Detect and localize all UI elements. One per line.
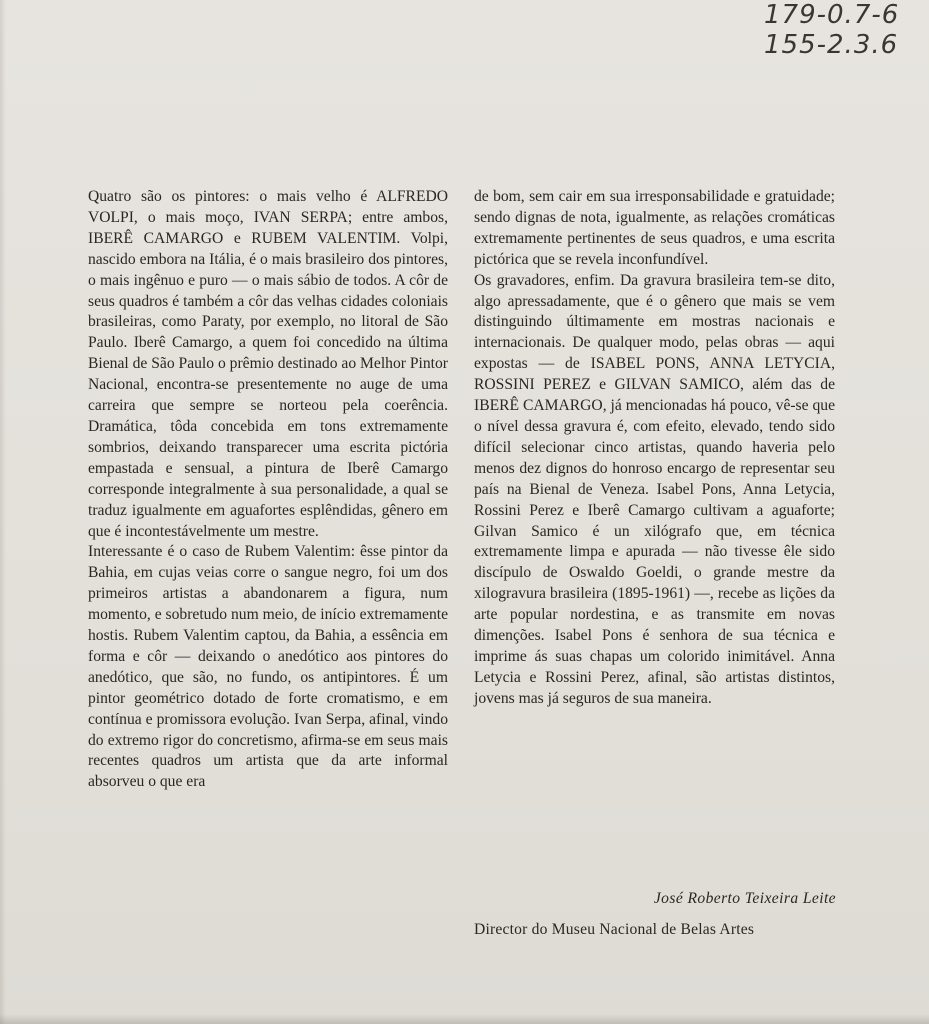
paragraph-rubem-valentim: Interessante é o caso de Rubem Valentim: êsse pintor da Bahia, em cujas veias corre o sangue negro, foi um dos primeiros artistas a abandonarem a figura, num momento, e sobretudo num meio, de início extremamente hostis. Rubem Valentim captou, da Bahia, a essência em forma e côr — deixando o anedótico aos pintores do anedótico, que são, no fundo, os antipintores. É um pintor geométrico dotado de forte cromatismo, e em contínua e promissora evolução. Ivan Serpa, afinal, vindo do extremo rigor do concretismo, afirma-se em seus mais recentes quadros um artista que da arte informal absorveu o que era (88, 543, 448, 791)
archive-number-2: 155-2.3.6 (764, 30, 899, 60)
paragraph-painters: Quatro são os pintores: o mais velho é ALFREDO VOLPI, o mais moço, IVAN SERPA; entre ambos, IBERÊ CAMARGO e RUBEM VALENTIM. Volpi, nascido embora na Itália, é o mais brasileiro dos pintores, o mais ingênuo e puro — o mais sábio de todos. A côr de seus quadros é também a côr das velhas cidades coloniais brasileiras, como Paraty, por exemplo, no litoral de São Paulo. Iberê Camargo, a quem foi concedido na última Bienal de São Paulo o prêmio destinado ao Melhor Pintor Nacional, encontra-se presentemente no auge de uma carreira que sempre se norteou pela coerência. Dramática, tôda concebida em tons extremamente sombrios, deixando transparecer uma escrita pictória empastada e sensual, a pintura de Iberê Camargo corresponde integralmente à sua personalidade, a qual se traduz igualmente em aguafortes esplêndidas, gênero em que é incontestávelmente um mestre. (88, 188, 448, 540)
archive-number-1: 179-0.7-6 (764, 0, 900, 30)
page-left-shadow (0, 0, 6, 1024)
page-bottom-shadow (0, 1014, 929, 1024)
paragraph-continuation: de bom, sem cair em sua irresponsabilidade e gratuidade; sendo dignas de nota, igualmente, as relações cromáticas extremamente pertinentes de seus quadros, e uma escrita pictórica que se revela inconfundível. (474, 188, 835, 268)
paragraph-engravers: Os gravadores, enfim. Da gravura brasileira tem-se dito, algo apressadamente, que é o gênero que mais se vem distinguindo últimamente em mostras nacionais e internacionais. De qualquer modo, pelas obras — aqui expostas — de ISABEL PONS, ANNA LETYCIA, ROSSINI PEREZ e GILVAN SAMICO, além das de IBERÊ CAMARGO, já mencionadas há pouco, vê-se que o nível dessa gravura é, com efeito, elevado, tendo sido difícil selecionar cinco artistas, quando haveria pelo menos dez dignos do honroso encargo de representar seu país na Bienal de Veneza. Isabel Pons, Anna Letycia, Rossini Perez e Iberê Camargo cultivam a aguaforte; Gilvan Samico é un xilógrafo que, em técnica extremamente limpa e apurada — não tivesse êle sido discípulo de Oswaldo Goeldi, o grande mestre da xilogravura brasileira (1895-1961) —, recebe as lições da arte popular nordestina, e as transmite em novas dimenções. Isabel Pons é senhora de sua técnica e imprime ás suas chapas um colorido inimitável. Anna Letycia e Rossini Perez, afinal, são artistas distintos, jovens mas já seguros de sua maneira. (474, 271, 835, 707)
text-column-left (88, 187, 448, 793)
signature-title: Director do Museu Nacional de Belas Artes (474, 921, 755, 938)
signature-name: José Roberto Teixeira Leite (653, 890, 836, 907)
text-column-right (474, 187, 835, 710)
handwritten-archive-numbers (764, 0, 924, 60)
